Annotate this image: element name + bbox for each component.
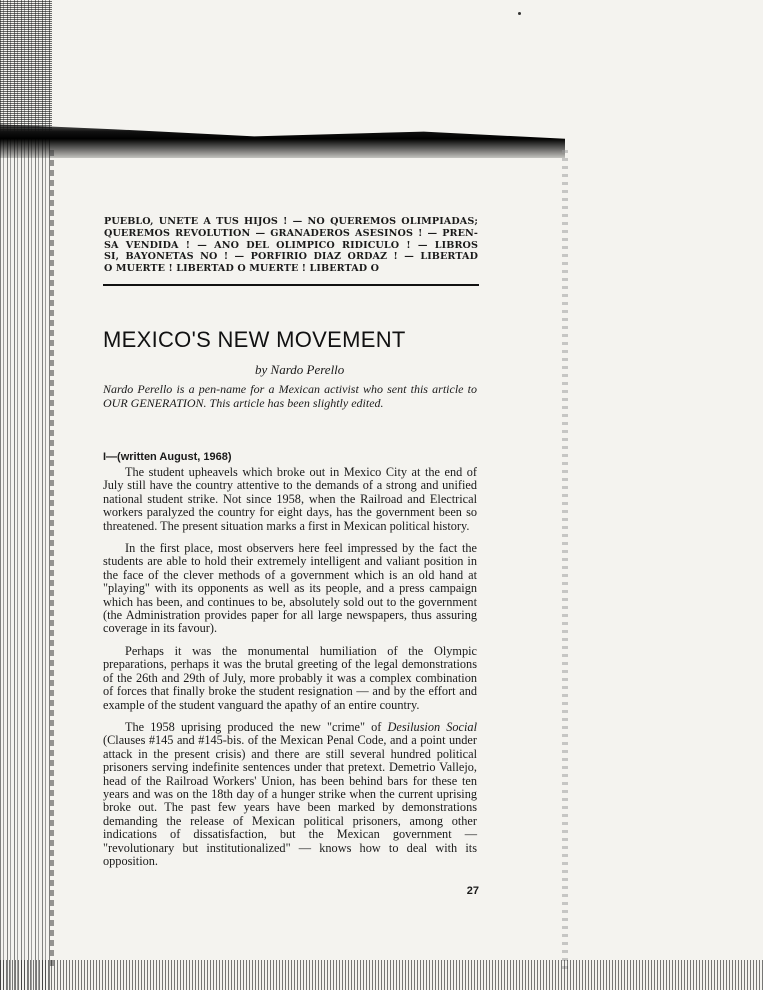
article-byline: by Nardo Perello <box>255 362 345 377</box>
page-left-edge <box>50 150 54 970</box>
slogan-line: SA VENDIDA ! — ANO DEL OLIMPICO RIDICULO ! — LIBROS <box>104 239 478 251</box>
article-body <box>103 466 477 868</box>
slogan-banner <box>104 216 478 275</box>
scan-shadow-top-left <box>0 0 52 130</box>
slogan-line: O MUERTE ! LIBERTAD O MUERTE ! LIBERTAD O <box>104 263 380 275</box>
section-heading: I—(written August, 1968) <box>103 451 232 463</box>
slogan-line: PUEBLO, UNETE A TUS HIJOS ! — NO QUEREMOS OLIMPIADAS; <box>104 216 478 227</box>
scan-shadow-bottom <box>0 960 763 990</box>
paragraph-4 <box>103 721 477 868</box>
article-title: MEXICO'S NEW MOVEMENT <box>103 327 406 352</box>
slogan-line: QUEREMOS REVOLUTION — GRANADEROS ASESINOS ! — PREN- <box>104 227 478 239</box>
paragraph-4-term: Desilusion Social <box>387 719 477 734</box>
scan-shadow-top-band <box>0 110 565 158</box>
page-right-edge <box>562 150 568 970</box>
page-number: 27 <box>466 885 479 897</box>
slogan-line: SI, BAYONETAS NO ! — PORFIRIO DIAZ ORDAZ ! — LIBERTAD <box>104 251 478 263</box>
article-intro: Nardo Perello is a pen-name for a Mexican activist who sent this article to OUR GENERATION. This article has been slightly edited. <box>103 382 477 410</box>
slogan-divider <box>103 284 479 286</box>
paragraph-4-rest: (Clauses #145 and #145-bis. of the Mexican Penal Code, and a point under attack in the present crisis) and there are still several hundred political prisoners serving indefinite sentences under that pretext. Demetrio Vallejo, head of the Railroad Workers' Union, has been behind bars for these ten years and was on the 18th day of a hunger strike when the current uprising broke out. The past few years have been marked by demonstrations demanding the release of Mexican political prisoners, among other indications of dissatisfaction, but the Mexican government — "revolutionary but institutionalized" — knows how to deal with its opposition. <box>103 733 477 868</box>
paragraph-3: Perhaps it was the monumental humiliation of the Olympic preparations, perhaps it was the brutal greeting of the legal demonstrations of the 26th and 29th of July, more probably it was a complex combination of forces that finally broke the student resignation — and by the effort and example of the student vanguard the apathy of an entire country. <box>103 643 477 712</box>
paragraph-1: The student upheavels which broke out in Mexico City at the end of July still have the country attentive to the demands of a strong and unified national student strike. Not since 1958, when the Railroad and Electrical workers paralyzed the country for eight days, has the government been so threatened. The present situation marks a first in Mexican political history. <box>103 465 477 533</box>
scan-speck <box>518 12 521 15</box>
paragraph-2: In the first place, most observers here feel impressed by the fact the students are able to hold their extremely intelligent and valiant position in the face of the clever methods of a government which is an old hand at "playing" with its opponents as well as its people, and a press campaign which has been, and continues to be, absolutely sold out to the government (the Administration provides paper for all large newspapers, thus assuring coverage in its favour). <box>103 541 477 636</box>
paragraph-4-start: The 1958 uprising produced the new "crime" of <box>125 719 388 734</box>
